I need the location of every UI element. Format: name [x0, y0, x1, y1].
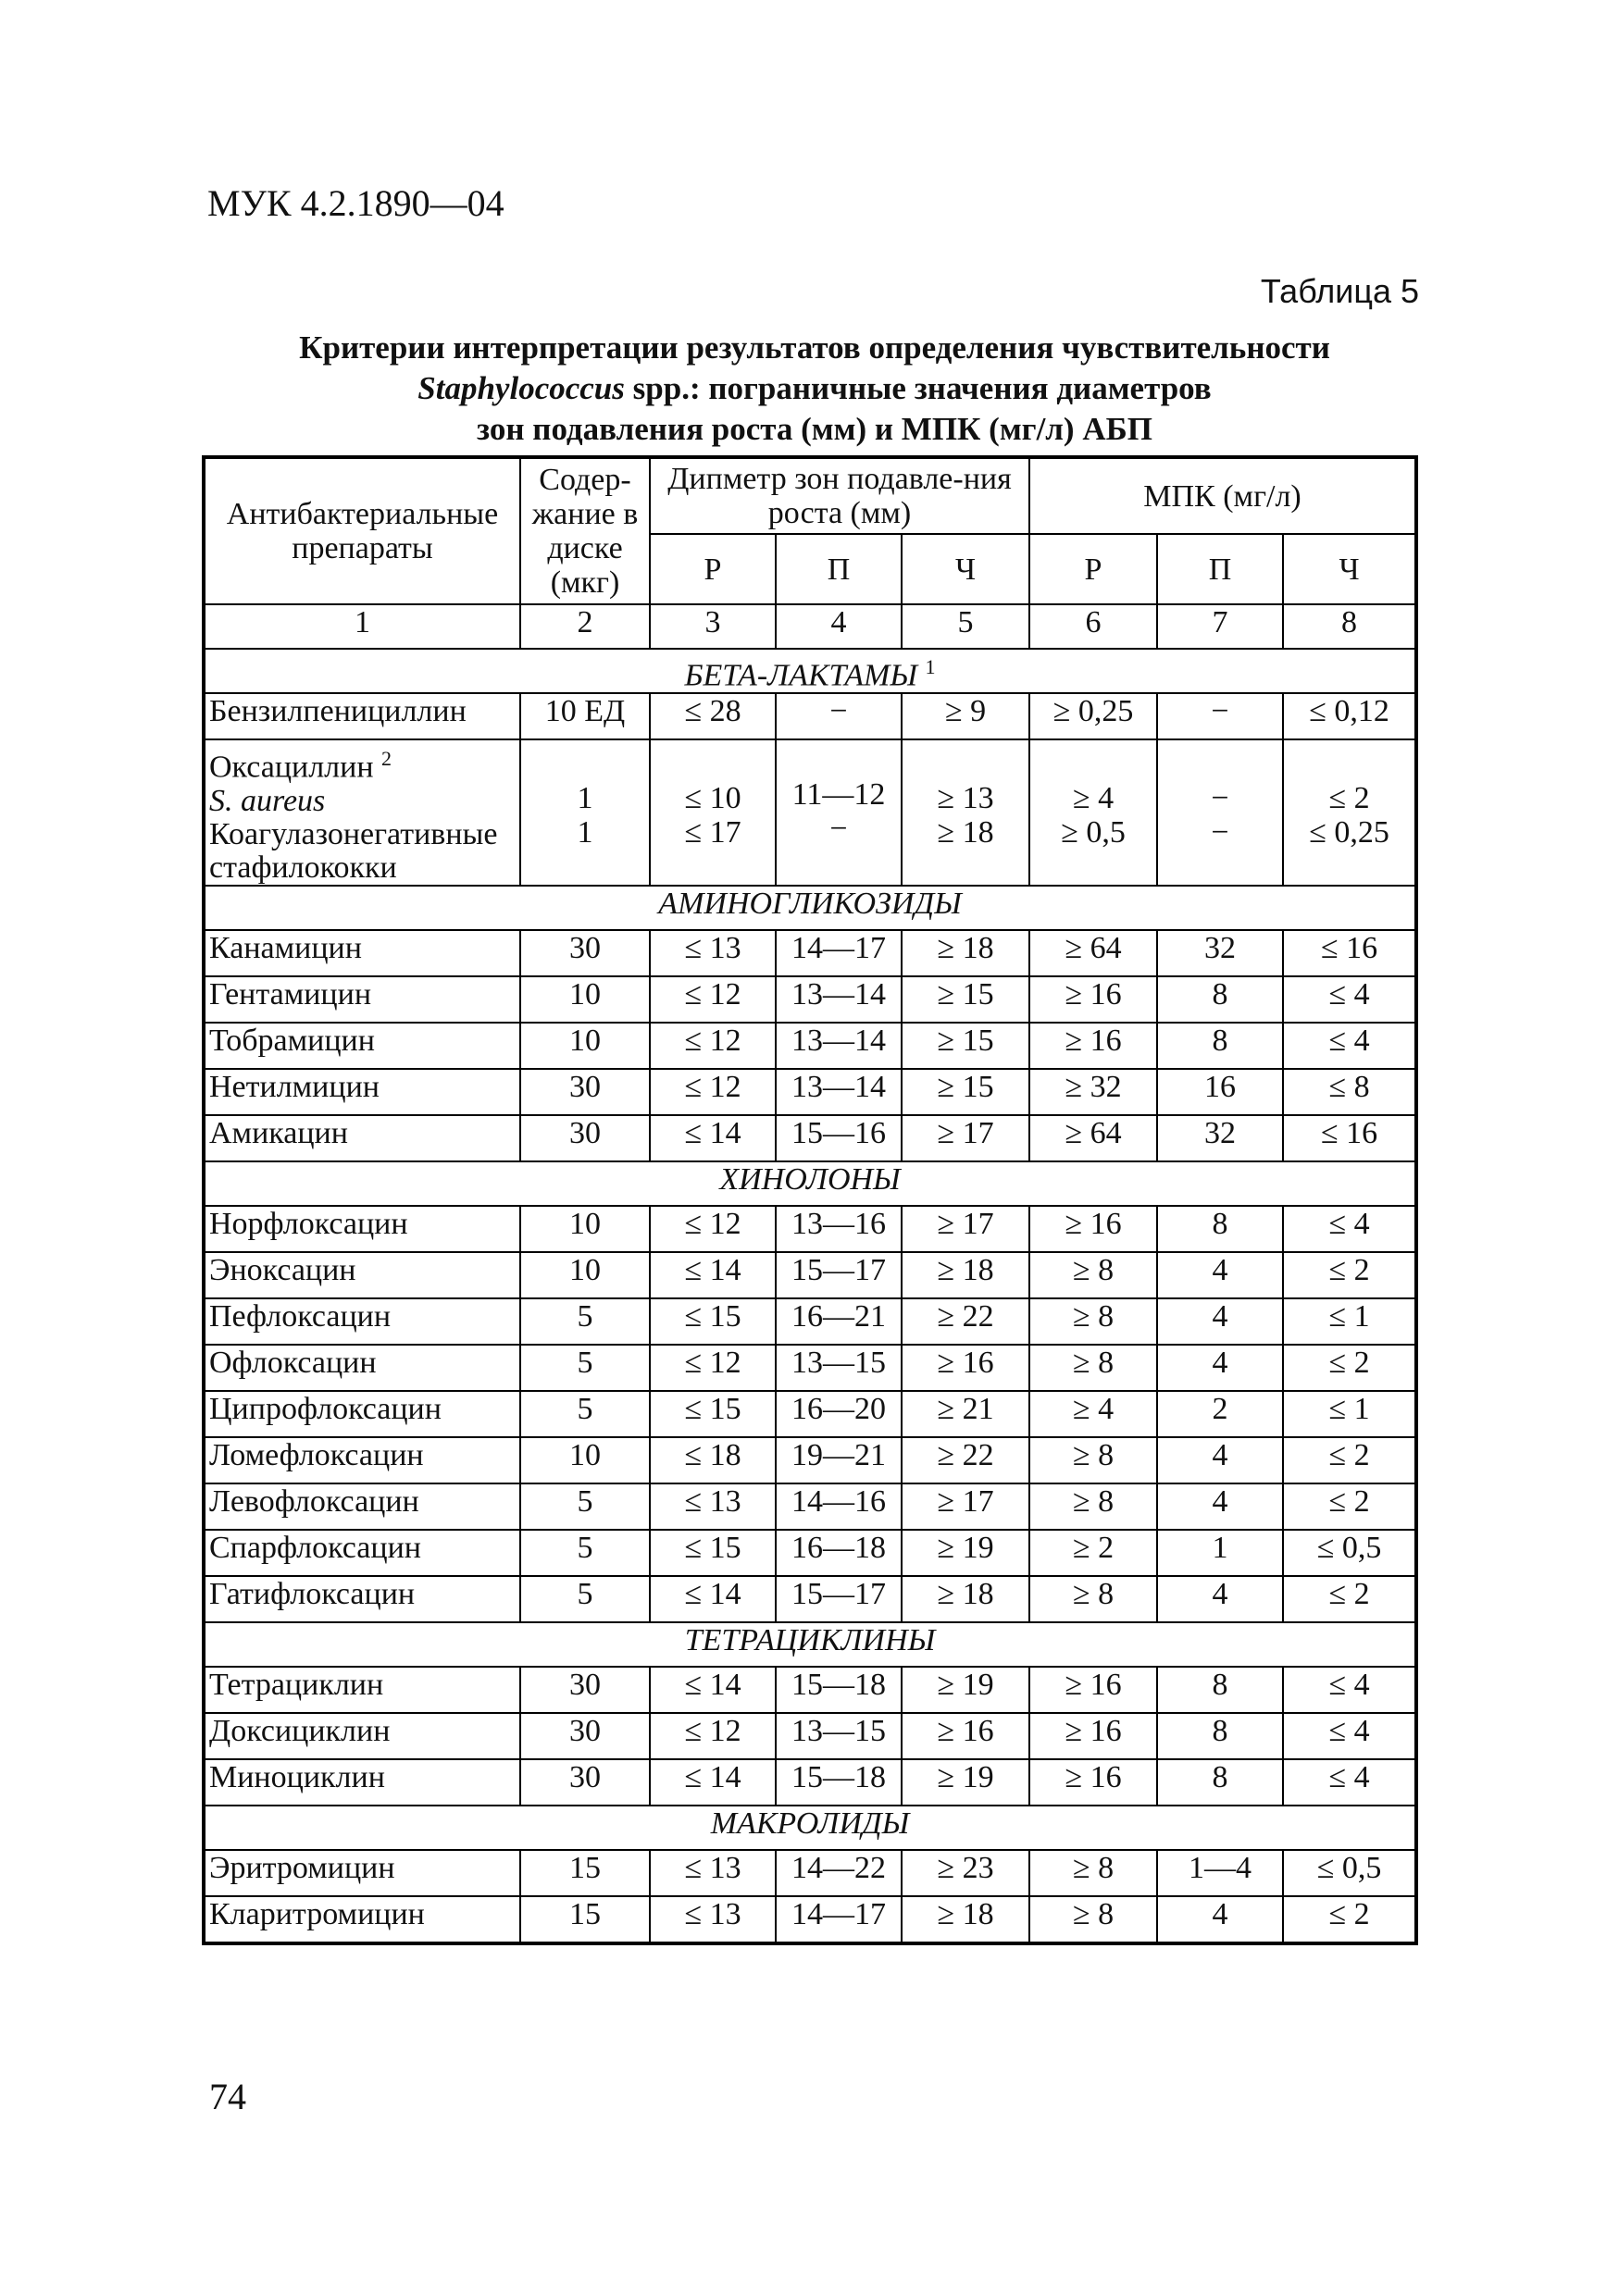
cell-content: 5	[520, 1530, 650, 1576]
cell-zone-r: ≤ 28	[650, 693, 776, 739]
document-code: МУК 4.2.1890—04	[207, 182, 504, 224]
cell-zone-r: ≤ 15	[650, 1391, 776, 1437]
organism-cons: Коагулазонегативные стафилококки	[209, 816, 498, 885]
cell-zone-ch: ≥ 22	[902, 1298, 1029, 1345]
cell-zone-r: ≤ 15	[650, 1298, 776, 1345]
cell-mic-ch: ≤ 16	[1283, 1115, 1416, 1161]
cell-mic-ch: ≤ 8	[1283, 1069, 1416, 1115]
title-line-3: зон подавления роста (мм) и МПК (мг/л) АБП	[477, 411, 1152, 447]
cell-zone-r: ≤ 12	[650, 1023, 776, 1069]
cell-zone-ch: ≥ 17	[902, 1206, 1029, 1252]
section-row	[204, 1161, 1416, 1206]
cell-zone-p: 14—17	[776, 1896, 902, 1943]
drug-name: Гентамицин	[204, 976, 520, 1023]
cell-zone-ch: ≥ 18	[902, 930, 1029, 976]
cell-mic-p: 1—4	[1157, 1850, 1283, 1896]
cell-mic-r: ≥ 16	[1029, 1713, 1157, 1759]
drug-name: Нетилмицин	[204, 1069, 520, 1115]
cell-mic-p: 4	[1157, 1298, 1283, 1345]
organism-s-aureus: S. aureus	[209, 783, 326, 818]
table-row	[204, 1115, 1416, 1161]
cell-value: 11—12	[791, 777, 886, 813]
page-number: 74	[209, 2076, 246, 2117]
cell-zone-r: ≤ 12	[650, 1713, 776, 1759]
cell-value: ≥ 18	[937, 815, 994, 850]
header-zone-p: П	[776, 534, 902, 604]
table-row	[204, 930, 1416, 976]
title-line-2	[185, 368, 1444, 409]
cell-zone-ch: ≥ 18	[902, 1576, 1029, 1622]
cell-zone-r: ≤ 18	[650, 1437, 776, 1483]
cell-mic-ch: ≤ 0,12	[1283, 693, 1416, 739]
title-line-2-rest: spp.: пограничные значения диаметров	[624, 370, 1212, 406]
cell-zone-ch: ≥ 18	[902, 1896, 1029, 1943]
cell-mic-ch: ≤ 2	[1283, 1345, 1416, 1391]
cell-content: 15	[520, 1896, 650, 1943]
cell-content: 5	[520, 1483, 650, 1530]
section-row	[204, 1622, 1416, 1667]
table-row	[204, 1759, 1416, 1806]
cell-zone-r	[650, 739, 776, 885]
cell-mic-p: 4	[1157, 1576, 1283, 1622]
cell-mic-r: ≥ 64	[1029, 930, 1157, 976]
footnote-marker: 1	[925, 655, 936, 678]
table-row	[204, 1896, 1416, 1943]
cell-zone-ch: ≥ 15	[902, 1069, 1029, 1115]
table-row	[204, 1252, 1416, 1298]
cell-content: 30	[520, 930, 650, 976]
cell-zone-p: 13—14	[776, 976, 902, 1023]
section-row	[204, 886, 1416, 930]
table-row	[204, 1069, 1416, 1115]
cell-mic-p: 2	[1157, 1391, 1283, 1437]
column-number: 8	[1283, 604, 1416, 649]
cell-content: 15	[520, 1850, 650, 1896]
cell-content: 30	[520, 1759, 650, 1806]
cell-mic-r: ≥ 8	[1029, 1850, 1157, 1896]
cell-zone-p: 19—21	[776, 1437, 902, 1483]
cell-zone-p: 14—17	[776, 930, 902, 976]
cell-value: 1	[577, 781, 593, 816]
cell-zone-p: 16—21	[776, 1298, 902, 1345]
cell-zone-p: 13—14	[776, 1069, 902, 1115]
section-title: ТЕТРАЦИКЛИНЫ	[204, 1622, 1416, 1667]
table-row	[204, 1483, 1416, 1530]
header-mic-p: П	[1157, 534, 1283, 604]
cell-mic-ch: ≤ 0,5	[1283, 1850, 1416, 1896]
cell-zone-ch: ≥ 17	[902, 1483, 1029, 1530]
cell-zone-p: 13—14	[776, 1023, 902, 1069]
drug-name: Тобрамицин	[204, 1023, 520, 1069]
cell-zone-p: 15—16	[776, 1115, 902, 1161]
cell-mic-ch: ≤ 2	[1283, 1483, 1416, 1530]
section-label: БЕТА-ЛАКТАМЫ	[684, 658, 918, 693]
cell-zone-p: 14—16	[776, 1483, 902, 1530]
drug-name: Спарфлоксацин	[204, 1530, 520, 1576]
header-content: Содер-жание в диске (мкг)	[520, 457, 650, 604]
cell-zone-r: ≤ 13	[650, 1850, 776, 1896]
cell-mic-r: ≥ 8	[1029, 1483, 1157, 1530]
cell-mic-r: ≥ 4	[1029, 1391, 1157, 1437]
cell-zone-ch: ≥ 19	[902, 1759, 1029, 1806]
drug-name: Миноциклин	[204, 1759, 520, 1806]
cell-mic-r: ≥ 8	[1029, 1576, 1157, 1622]
cell-zone-r: ≤ 14	[650, 1667, 776, 1713]
cell-zone-p: 13—15	[776, 1713, 902, 1759]
cell-mic-ch: ≤ 4	[1283, 1713, 1416, 1759]
drug-name-oxacillin: Оксациллин	[209, 750, 374, 785]
cell-zone-r: ≤ 14	[650, 1252, 776, 1298]
cell-zone-r: ≤ 13	[650, 930, 776, 976]
cell-zone-r: ≤ 12	[650, 1206, 776, 1252]
cell-mic-ch: ≤ 16	[1283, 930, 1416, 976]
cell-content: 30	[520, 1115, 650, 1161]
drug-name: Кларитромицин	[204, 1896, 520, 1943]
title-genus: Staphylococcus	[417, 370, 625, 406]
cell-mic-r: ≥ 8	[1029, 1345, 1157, 1391]
cell-content: 30	[520, 1667, 650, 1713]
cell-mic-ch: ≤ 4	[1283, 1667, 1416, 1713]
drug-name: Канамицин	[204, 930, 520, 976]
cell-mic-ch: ≤ 2	[1283, 1252, 1416, 1298]
cell-mic-r: ≥ 8	[1029, 1252, 1157, 1298]
cell-mic-p: 1	[1157, 1530, 1283, 1576]
column-number: 7	[1157, 604, 1283, 649]
cell-mic-p: 4	[1157, 1252, 1283, 1298]
cell-mic-p: 16	[1157, 1069, 1283, 1115]
cell-mic-p	[1157, 739, 1283, 885]
table-row	[204, 1345, 1416, 1391]
column-numbers-row	[204, 604, 1416, 649]
cell-mic-r: ≥ 64	[1029, 1115, 1157, 1161]
cell-mic-p: 8	[1157, 976, 1283, 1023]
table-row	[204, 1298, 1416, 1345]
cell-value: ≤ 10	[684, 781, 741, 816]
cell-mic-p: 4	[1157, 1896, 1283, 1943]
drug-name: Офлоксацин	[204, 1345, 520, 1391]
cell-mic-ch: ≤ 1	[1283, 1298, 1416, 1345]
table-row	[204, 1713, 1416, 1759]
cell-zone-ch: ≥ 16	[902, 1713, 1029, 1759]
cell-zone-ch: ≥ 9	[902, 693, 1029, 739]
cell-mic-p: 4	[1157, 1483, 1283, 1530]
cell-mic-ch: ≤ 4	[1283, 1023, 1416, 1069]
cell-value: ≥ 4	[1072, 781, 1115, 816]
cell-mic-p: 4	[1157, 1345, 1283, 1391]
table-row	[204, 1023, 1416, 1069]
cell-mic-p: 8	[1157, 1759, 1283, 1806]
header-row-1	[204, 457, 1416, 534]
column-number: 1	[204, 604, 520, 649]
criteria-table	[202, 455, 1418, 1945]
cell-zone-p: 14—22	[776, 1850, 902, 1896]
cell-mic-ch: ≤ 1	[1283, 1391, 1416, 1437]
cell-mic-r: ≥ 16	[1029, 1759, 1157, 1806]
cell-zone-p: 16—18	[776, 1530, 902, 1576]
cell-zone-r: ≤ 12	[650, 1345, 776, 1391]
column-number: 5	[902, 604, 1029, 649]
cell-value: −	[829, 812, 848, 847]
cell-zone-ch: ≥ 19	[902, 1667, 1029, 1713]
cell-mic-ch: ≤ 2	[1283, 1437, 1416, 1483]
cell-zone-p: 13—16	[776, 1206, 902, 1252]
drug-name: Тетрациклин	[204, 1667, 520, 1713]
cell-zone-p: 15—18	[776, 1667, 902, 1713]
cell-content: 5	[520, 1391, 650, 1437]
cell-zone-ch	[902, 739, 1029, 885]
drug-name: Эритромицин	[204, 1850, 520, 1896]
cell-content: 30	[520, 1713, 650, 1759]
cell-content: 10 ЕД	[520, 693, 650, 739]
table-row-oxacillin	[204, 739, 1416, 885]
section-title	[204, 649, 1416, 693]
cell-content: 5	[520, 1298, 650, 1345]
cell-zone-p: −	[776, 693, 902, 739]
footnote-marker: 2	[381, 747, 392, 771]
drug-name: Бензилпенициллин	[204, 693, 520, 739]
cell-content: 10	[520, 976, 650, 1023]
cell-zone-ch: ≥ 15	[902, 976, 1029, 1023]
cell-content: 5	[520, 1345, 650, 1391]
cell-content	[520, 739, 650, 885]
column-number: 2	[520, 604, 650, 649]
cell-mic-p: 4	[1157, 1437, 1283, 1483]
drug-name: Амикацин	[204, 1115, 520, 1161]
drug-name: Левофлоксацин	[204, 1483, 520, 1530]
section-row	[204, 1806, 1416, 1850]
column-number: 4	[776, 604, 902, 649]
header-zone-r: Р	[650, 534, 776, 604]
cell-content: 10	[520, 1023, 650, 1069]
table-row	[204, 976, 1416, 1023]
cell-mic-r: ≥ 8	[1029, 1298, 1157, 1345]
drug-name: Ципрофлоксацин	[204, 1391, 520, 1437]
cell-value: −	[1211, 815, 1229, 850]
cell-value: 1	[577, 815, 593, 850]
cell-value: ≤ 0,25	[1309, 815, 1389, 850]
cell-value: ≤ 2	[1328, 781, 1370, 816]
section-title: ХИНОЛОНЫ	[204, 1161, 1416, 1206]
cell-mic-r: ≥ 32	[1029, 1069, 1157, 1115]
cell-mic-p: −	[1157, 693, 1283, 739]
table-row	[204, 693, 1416, 739]
cell-mic-p: 8	[1157, 1667, 1283, 1713]
cell-zone-r: ≤ 14	[650, 1759, 776, 1806]
cell-zone-p	[776, 739, 902, 885]
cell-zone-ch: ≥ 17	[902, 1115, 1029, 1161]
cell-mic-r: ≥ 16	[1029, 1206, 1157, 1252]
cell-mic-ch: ≤ 2	[1283, 1576, 1416, 1622]
cell-mic-ch: ≤ 2	[1283, 1896, 1416, 1943]
table-row	[204, 1667, 1416, 1713]
table-title	[185, 328, 1444, 450]
cell-mic-ch: ≤ 0,5	[1283, 1530, 1416, 1576]
cell-value: ≤ 17	[684, 815, 741, 850]
drug-name: Норфлоксацин	[204, 1206, 520, 1252]
table-row	[204, 1850, 1416, 1896]
header-drug: Антибактериальные препараты	[204, 457, 520, 604]
section-row	[204, 649, 1416, 693]
cell-mic-r: ≥ 16	[1029, 1023, 1157, 1069]
cell-zone-ch: ≥ 18	[902, 1252, 1029, 1298]
column-number: 6	[1029, 604, 1157, 649]
cell-zone-r: ≤ 15	[650, 1530, 776, 1576]
cell-content: 10	[520, 1252, 650, 1298]
drug-name	[204, 739, 520, 885]
table-row	[204, 1206, 1416, 1252]
table-row	[204, 1576, 1416, 1622]
cell-zone-r: ≤ 12	[650, 1069, 776, 1115]
drug-name: Доксициклин	[204, 1713, 520, 1759]
header-mic: МПК (мг/л)	[1029, 457, 1416, 534]
cell-mic-p: 8	[1157, 1206, 1283, 1252]
cell-mic-r: ≥ 8	[1029, 1437, 1157, 1483]
cell-zone-ch: ≥ 19	[902, 1530, 1029, 1576]
cell-mic-p: 8	[1157, 1713, 1283, 1759]
header-zone: Дипметр зон подавле-ния роста (мм)	[650, 457, 1029, 534]
cell-zone-r: ≤ 12	[650, 976, 776, 1023]
cell-zone-ch: ≥ 23	[902, 1850, 1029, 1896]
cell-zone-r: ≤ 13	[650, 1896, 776, 1943]
cell-mic-ch: ≤ 4	[1283, 1759, 1416, 1806]
table-row	[204, 1530, 1416, 1576]
cell-mic-r: ≥ 16	[1029, 976, 1157, 1023]
cell-zone-ch: ≥ 21	[902, 1391, 1029, 1437]
cell-zone-p: 15—18	[776, 1759, 902, 1806]
cell-content: 10	[520, 1437, 650, 1483]
header-mic-ch: Ч	[1283, 534, 1416, 604]
table-number: Таблица 5	[1260, 272, 1419, 310]
cell-mic-p: 32	[1157, 1115, 1283, 1161]
cell-zone-p: 15—17	[776, 1252, 902, 1298]
drug-name: Ломефлоксацин	[204, 1437, 520, 1483]
cell-mic-p: 32	[1157, 930, 1283, 976]
cell-zone-r: ≤ 14	[650, 1576, 776, 1622]
table-row	[204, 1437, 1416, 1483]
cell-zone-r: ≤ 13	[650, 1483, 776, 1530]
cell-value: ≥ 0,5	[1061, 815, 1126, 850]
cell-zone-ch: ≥ 22	[902, 1437, 1029, 1483]
header-zone-ch: Ч	[902, 534, 1029, 604]
cell-mic-r	[1029, 739, 1157, 885]
title-line-1: Критерии интерпретации результатов определения чувствительности	[299, 329, 1330, 366]
section-title: МАКРОЛИДЫ	[204, 1806, 1416, 1850]
cell-content: 30	[520, 1069, 650, 1115]
cell-mic-ch: ≤ 4	[1283, 976, 1416, 1023]
cell-value: ≥ 13	[937, 781, 994, 816]
header-mic-r: Р	[1029, 534, 1157, 604]
cell-zone-p: 15—17	[776, 1576, 902, 1622]
drug-name: Пефлоксацин	[204, 1298, 520, 1345]
cell-mic-p: 8	[1157, 1023, 1283, 1069]
cell-mic-r: ≥ 16	[1029, 1667, 1157, 1713]
cell-content: 5	[520, 1576, 650, 1622]
cell-zone-r: ≤ 14	[650, 1115, 776, 1161]
cell-zone-ch: ≥ 15	[902, 1023, 1029, 1069]
cell-mic-ch: ≤ 4	[1283, 1206, 1416, 1252]
cell-value: −	[1211, 781, 1229, 816]
table-row	[204, 1391, 1416, 1437]
section-title: АМИНОГЛИКОЗИДЫ	[204, 886, 1416, 930]
cell-zone-p: 13—15	[776, 1345, 902, 1391]
column-number: 3	[650, 604, 776, 649]
drug-name: Эноксацин	[204, 1252, 520, 1298]
drug-name: Гатифлоксацин	[204, 1576, 520, 1622]
cell-mic-ch	[1283, 739, 1416, 885]
cell-content: 10	[520, 1206, 650, 1252]
cell-zone-ch: ≥ 16	[902, 1345, 1029, 1391]
cell-mic-r: ≥ 8	[1029, 1896, 1157, 1943]
cell-mic-r: ≥ 2	[1029, 1530, 1157, 1576]
cell-mic-r: ≥ 0,25	[1029, 693, 1157, 739]
cell-zone-p: 16—20	[776, 1391, 902, 1437]
